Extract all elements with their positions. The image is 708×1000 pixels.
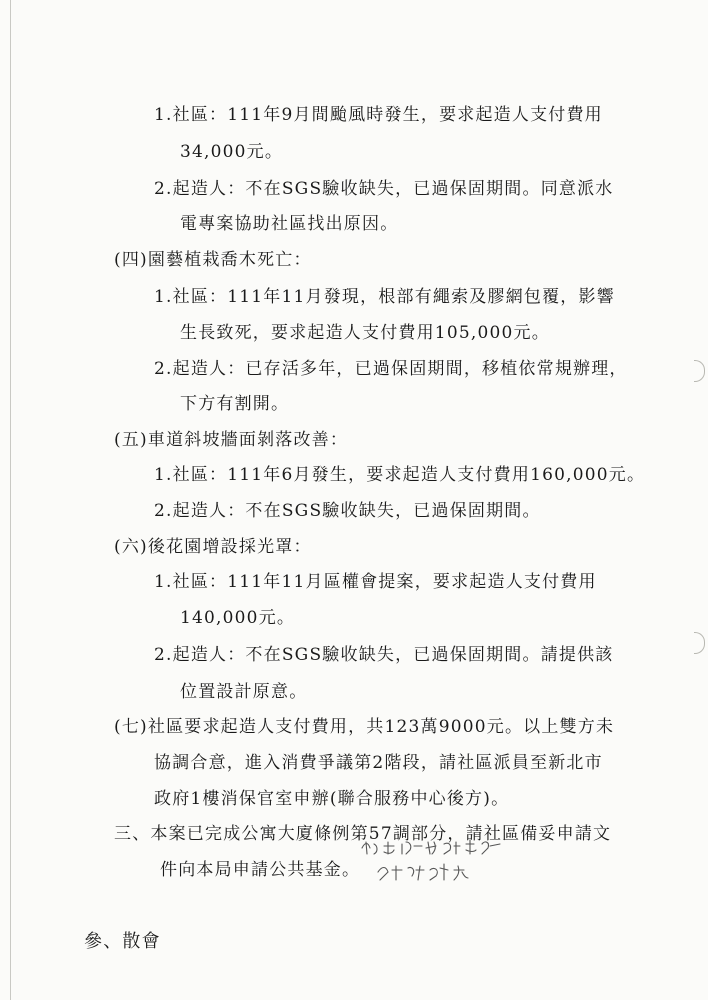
item3-point1-line2: 34,000元。	[180, 142, 284, 162]
item5-point2: 2.起造人：不在SGS驗收缺失，已過保固期間。	[154, 501, 541, 521]
item5-point1: 1.社區：111年6月發生，要求起造人支付費用160,000元。	[154, 465, 646, 485]
item4-point1-line2: 生長致死，要求起造人支付費用105,000元。	[180, 323, 550, 343]
item7-line3: 政府1樓消保官室申辦(聯合服務中心後方)。	[154, 789, 510, 809]
item7-line1: (七)社區要求起造人支付費用，共123萬9000元。以上雙方未	[114, 717, 615, 737]
item6-point1-line1: 1.社區：111年11月區權會提案，要求起造人支付費用	[154, 572, 597, 592]
section3-line2: 件向本局申請公共基金。	[160, 860, 361, 880]
item4-point1-line1: 1.社區：111年11月發現，根部有繩索及膠網包覆，影響	[154, 287, 615, 307]
item5-heading: (五)車道斜坡牆面剝落改善：	[114, 430, 349, 450]
handwritten-annotation	[358, 836, 508, 896]
item6-point2-line2: 位置設計原意。	[180, 682, 308, 702]
item7-line2: 協調合意，進入消費爭議第2階段，請社區派員至新北市	[154, 753, 603, 773]
item6-heading: (六)後花園增設採光罩：	[114, 537, 312, 557]
item3-point1-line1: 1.社區：111年9月間颱風時發生，要求起造人支付費用	[154, 105, 603, 125]
section3-line1: 三、本案已完成公寓大廈條例第57調部分，請社區備妥申請文	[114, 824, 612, 844]
item4-point2-line2: 下方有割開。	[180, 394, 290, 414]
item4-heading: (四)園藝植栽喬木死亡：	[114, 250, 312, 270]
scan-edge-line	[10, 0, 11, 1000]
closing-heading: 參、散會	[84, 931, 161, 952]
item3-point2-line2: 電專案協助社區找出原因。	[180, 214, 399, 234]
punch-hole-mark	[694, 360, 705, 382]
item3-point2-line1: 2.起造人：不在SGS驗收缺失，已過保固期間。同意派水	[154, 179, 614, 199]
item6-point2-line1: 2.起造人：不在SGS驗收缺失，已過保固期間。請提供該	[154, 645, 614, 665]
item6-point1-line2: 140,000元。	[180, 608, 296, 628]
punch-hole-mark	[694, 632, 705, 654]
item4-point2-line1: 2.起造人：已存活多年，已過保固期間，移植依常規辦理，	[154, 359, 628, 379]
